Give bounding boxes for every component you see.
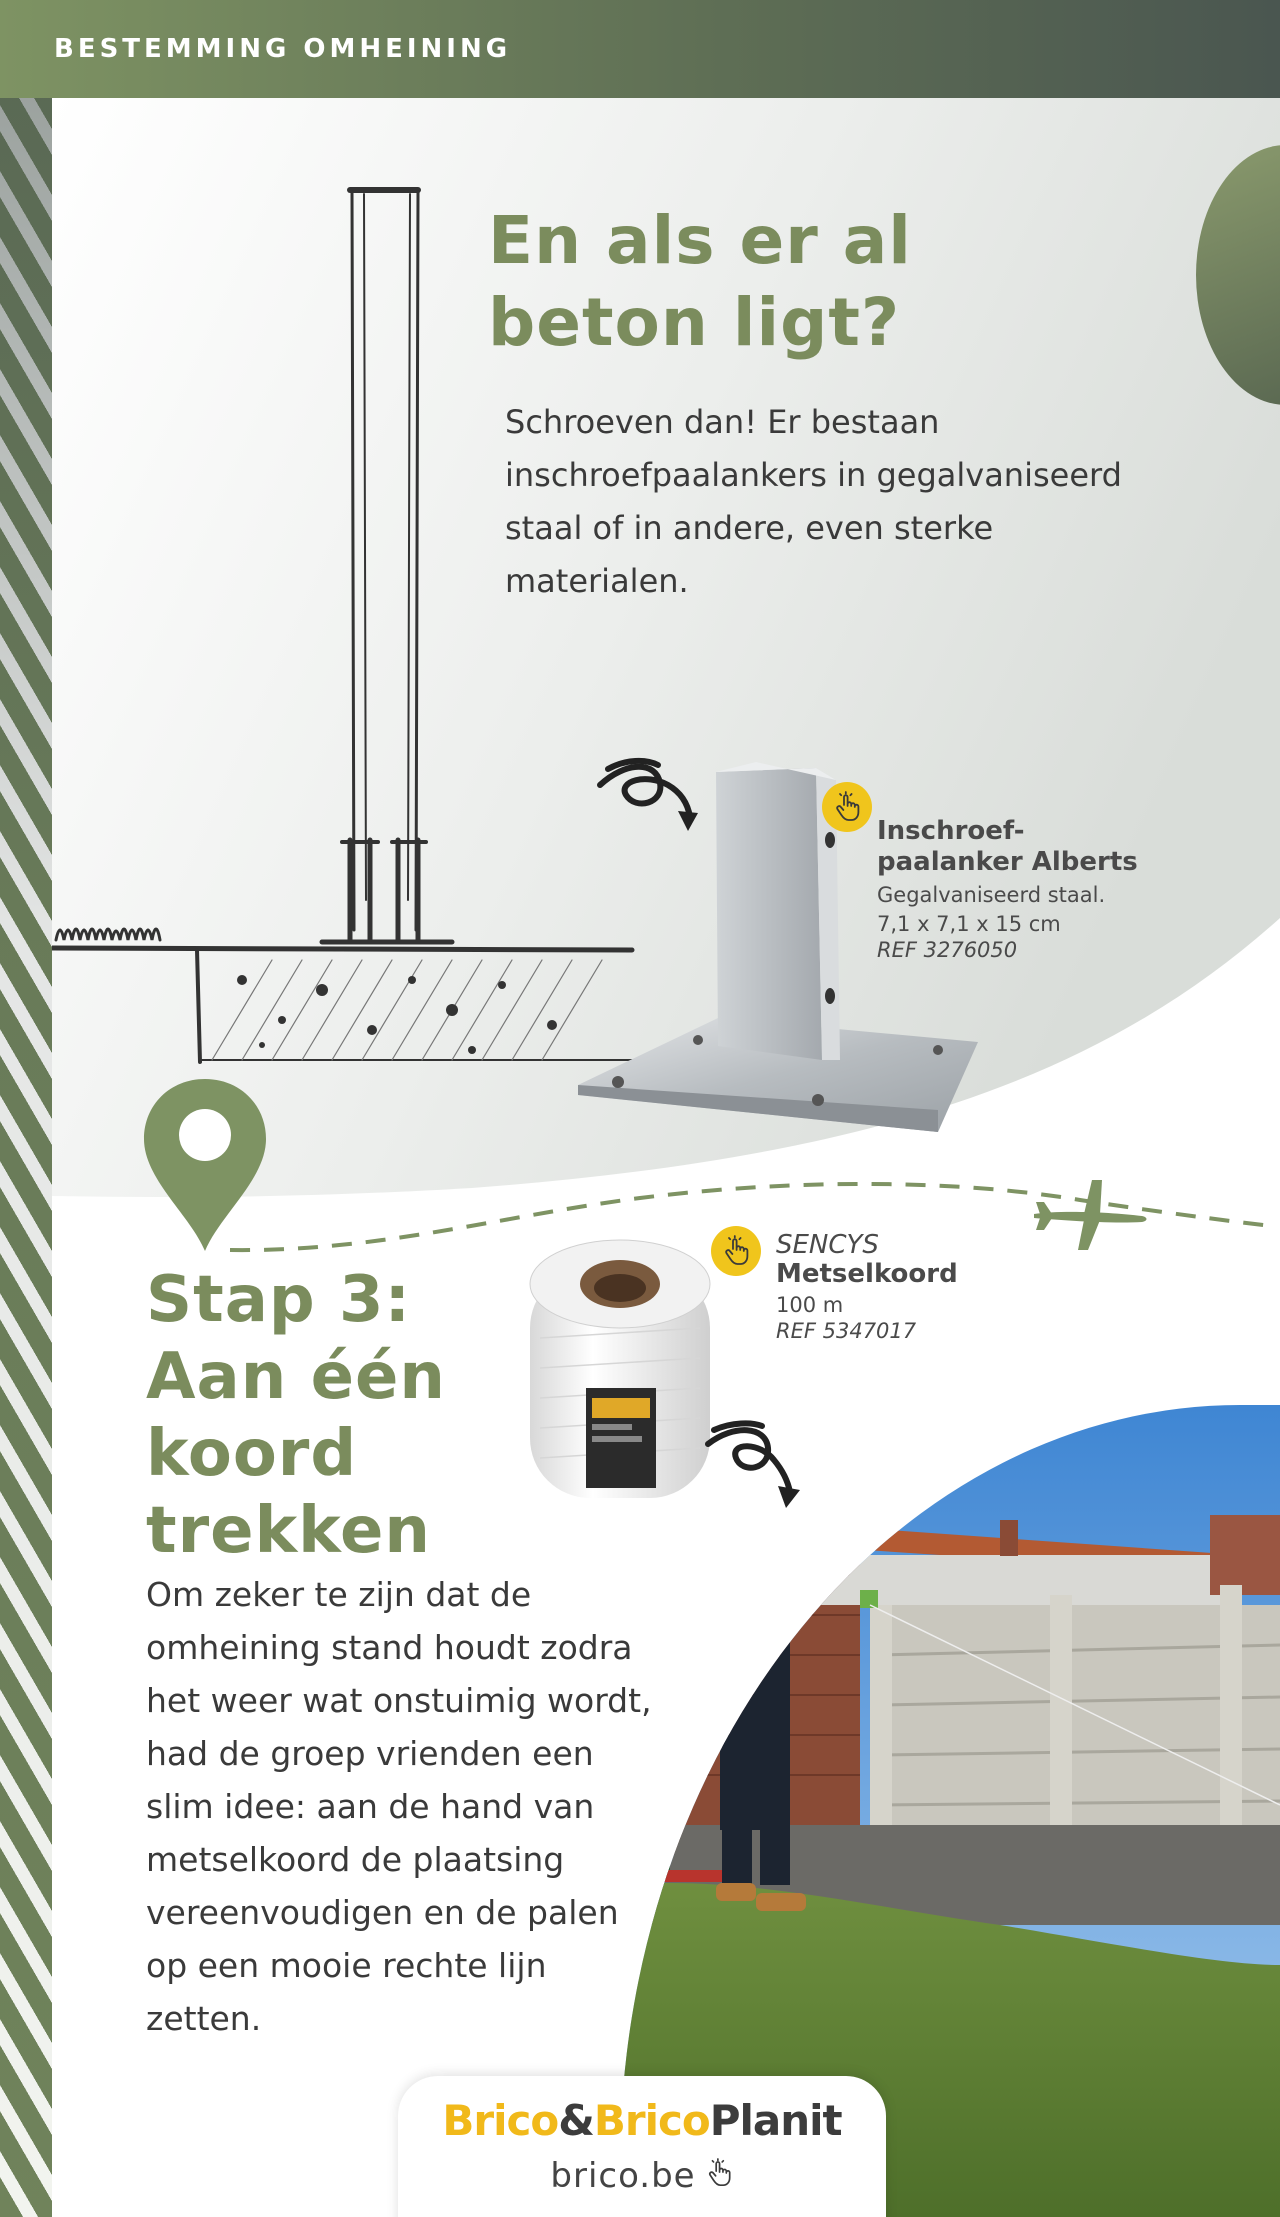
product1-description: Gegalvaniseerd staal. bbox=[877, 883, 1106, 907]
product1-name: Inschroef- paalanker Alberts bbox=[877, 816, 1138, 877]
product1-size: 7,1 x 7,1 x 15 cm bbox=[877, 912, 1061, 936]
product2-info-button[interactable] bbox=[711, 1226, 761, 1276]
section-header bbox=[0, 0, 1280, 98]
tap-hand-icon bbox=[704, 2157, 734, 2198]
tap-hand-icon bbox=[720, 1235, 752, 1267]
tap-hand-icon bbox=[831, 791, 863, 823]
post-sketch-illustration bbox=[52, 180, 652, 1084]
product2-brand: SENCYS bbox=[776, 1230, 879, 1260]
brand-logo: Brico&BricoPlanit bbox=[442, 2096, 842, 2145]
product1-ref: REF 3276050 bbox=[877, 938, 1018, 962]
section1-heading: En als er al beton ligt? bbox=[488, 202, 912, 361]
section1-intro: Schroeven dan! Er bestaan inschroefpaalankers in gegalvaniseerd staal of in andere, even sterke materialen. bbox=[505, 403, 1122, 600]
section2-body: Om zeker te zijn dat de omheining stand houdt zodra het weer wat onstuimig wordt, had de groep vrienden een slim idee: aan de hand van metselkoord de plaatsing vereenvoudigen en de palen op een mooie rechte lijn zetten. bbox=[146, 1575, 652, 2038]
product1-info-button[interactable] bbox=[822, 782, 872, 832]
section2-heading: Stap 3: Aan één koord trekken bbox=[146, 1263, 446, 1568]
product2-name: Metselkoord bbox=[776, 1259, 958, 1289]
product2-length: 100 m bbox=[776, 1293, 844, 1317]
website-link[interactable]: brico.be bbox=[398, 2156, 886, 2198]
airplane-icon bbox=[1030, 1180, 1150, 1254]
brico-logo-panel[interactable] bbox=[398, 2076, 886, 2217]
section-label: BESTEMMING OMHEINING bbox=[54, 34, 512, 64]
product2-ref: REF 5347017 bbox=[776, 1319, 917, 1343]
